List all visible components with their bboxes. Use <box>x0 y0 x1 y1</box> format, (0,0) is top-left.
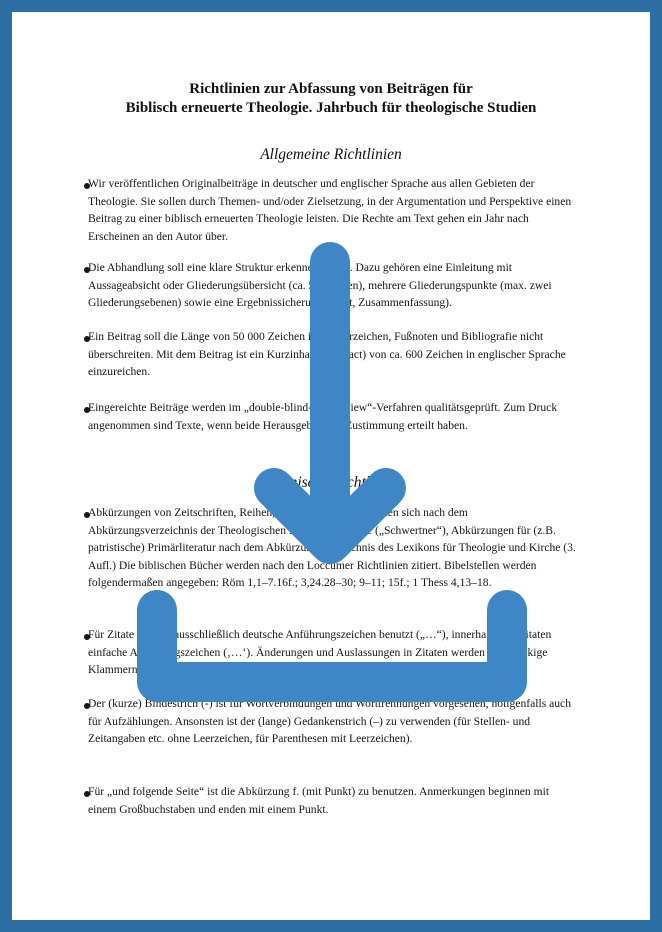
list-item: Der (kurze) Bindestrich (-) ist für Wortverbindungen und Worttrennungen vorgesehen, nötigenfalls auch für Aufzählungen. Ansonsten ist der (lange) Gedankenstrich (–) zu verwenden (für Stellen- und Zeitangaben etc. ohne Leerzeichen, für Parenthesen mit Leerzeichen). <box>88 697 572 746</box>
list-item: Eingereichte Beiträge werden im „double-blind-peer-review“-Verfahren qualitätsgeprüft. Zum Druck angenommen sind Texte, wenn beide Herausgeber ihre Zustimmung erteilt haben. <box>88 401 558 432</box>
document-page <box>12 12 650 920</box>
section-heading-general: Allgemeine Richtlinien <box>260 146 402 163</box>
list-item: Wir veröffentlichen Originalbeiträge in deutscher und englischer Sprache aus allen Gebieten der Theologie. Sie sollen durch Themen- und/oder Zielsetzung, in der Argumentation und Perspektive einen Beitrag zu einer biblisch erneuerten Theologie leisten. Die Rechte am Text gehen ein Jahr nach Erscheinen an den Autor über. <box>88 177 572 243</box>
title-line-1: Richtlinien zur Abfassung von Beiträgen für <box>189 81 473 97</box>
list-item: Für „und folgende Seite“ ist die Abkürzung f. (mit Punkt) zu benutzen. Anmerkungen beginnen mit einem Großbuchstaben und enden mit einem Punkt. <box>88 785 550 816</box>
list-item: Abkürzungen von Zeitschriften, Reihen, Kommentaren etc. richten sich nach dem Abkürzungsverzeichnis der Theologischen Realenzyklopädie („Schwertner“), Abkürzungen für (z.B. patristische) Primärliteratur nach dem Abkürzungsverzeichnis des Lexikons für Theologie und Kirche (3. Aufl.) Die biblischen Bücher werden nach den Loccumer Richtlinien zitiert. Bibelstellen werden folgendermaßen angegeben: Röm 1,1–7.16f.; 3,24.28–30; 9–11; 15f.; 1 Thess 4,13–18. <box>88 506 576 590</box>
list-item: Die Abhandlung soll eine klare Struktur erkennen lassen. Dazu gehören eine Einleitung mit Aussageabsicht oder Gliederungsübersicht (ca. 5–7 Zeilen), mehrere Gliederungspunkte (max. zwei Gliederungsebenen) sowie eine Ergebnissicherung (Fazit, Zusammenfassung). <box>88 261 552 310</box>
list-item: Ein Beitrag soll die Länge von 50 000 Zeichen inkl. Leerzeichen, Fußnoten und Bibliografie nicht überschreiten. Mit dem Beitrag ist ein Kurzinhalt (Abstract) von ca. 600 Zeichen in englischer Sprache einzureichen. <box>88 330 566 379</box>
guideline-list <box>12 12 650 920</box>
title-line-2: Biblisch erneuerte Theologie. Jahrbuch für theologische Studien <box>125 100 537 116</box>
list-item: Für Zitate werden ausschließlich deutsche Anführungszeichen benutzt („…“), innerhalb von Zitaten einfache Anführungszeichen (‚…‘). Änderungen und Auslassungen in Zitaten werden durch eckige Klammern gekennzeichnet. <box>88 628 552 677</box>
section-heading-technical: Technische Richtlinien <box>260 474 402 491</box>
